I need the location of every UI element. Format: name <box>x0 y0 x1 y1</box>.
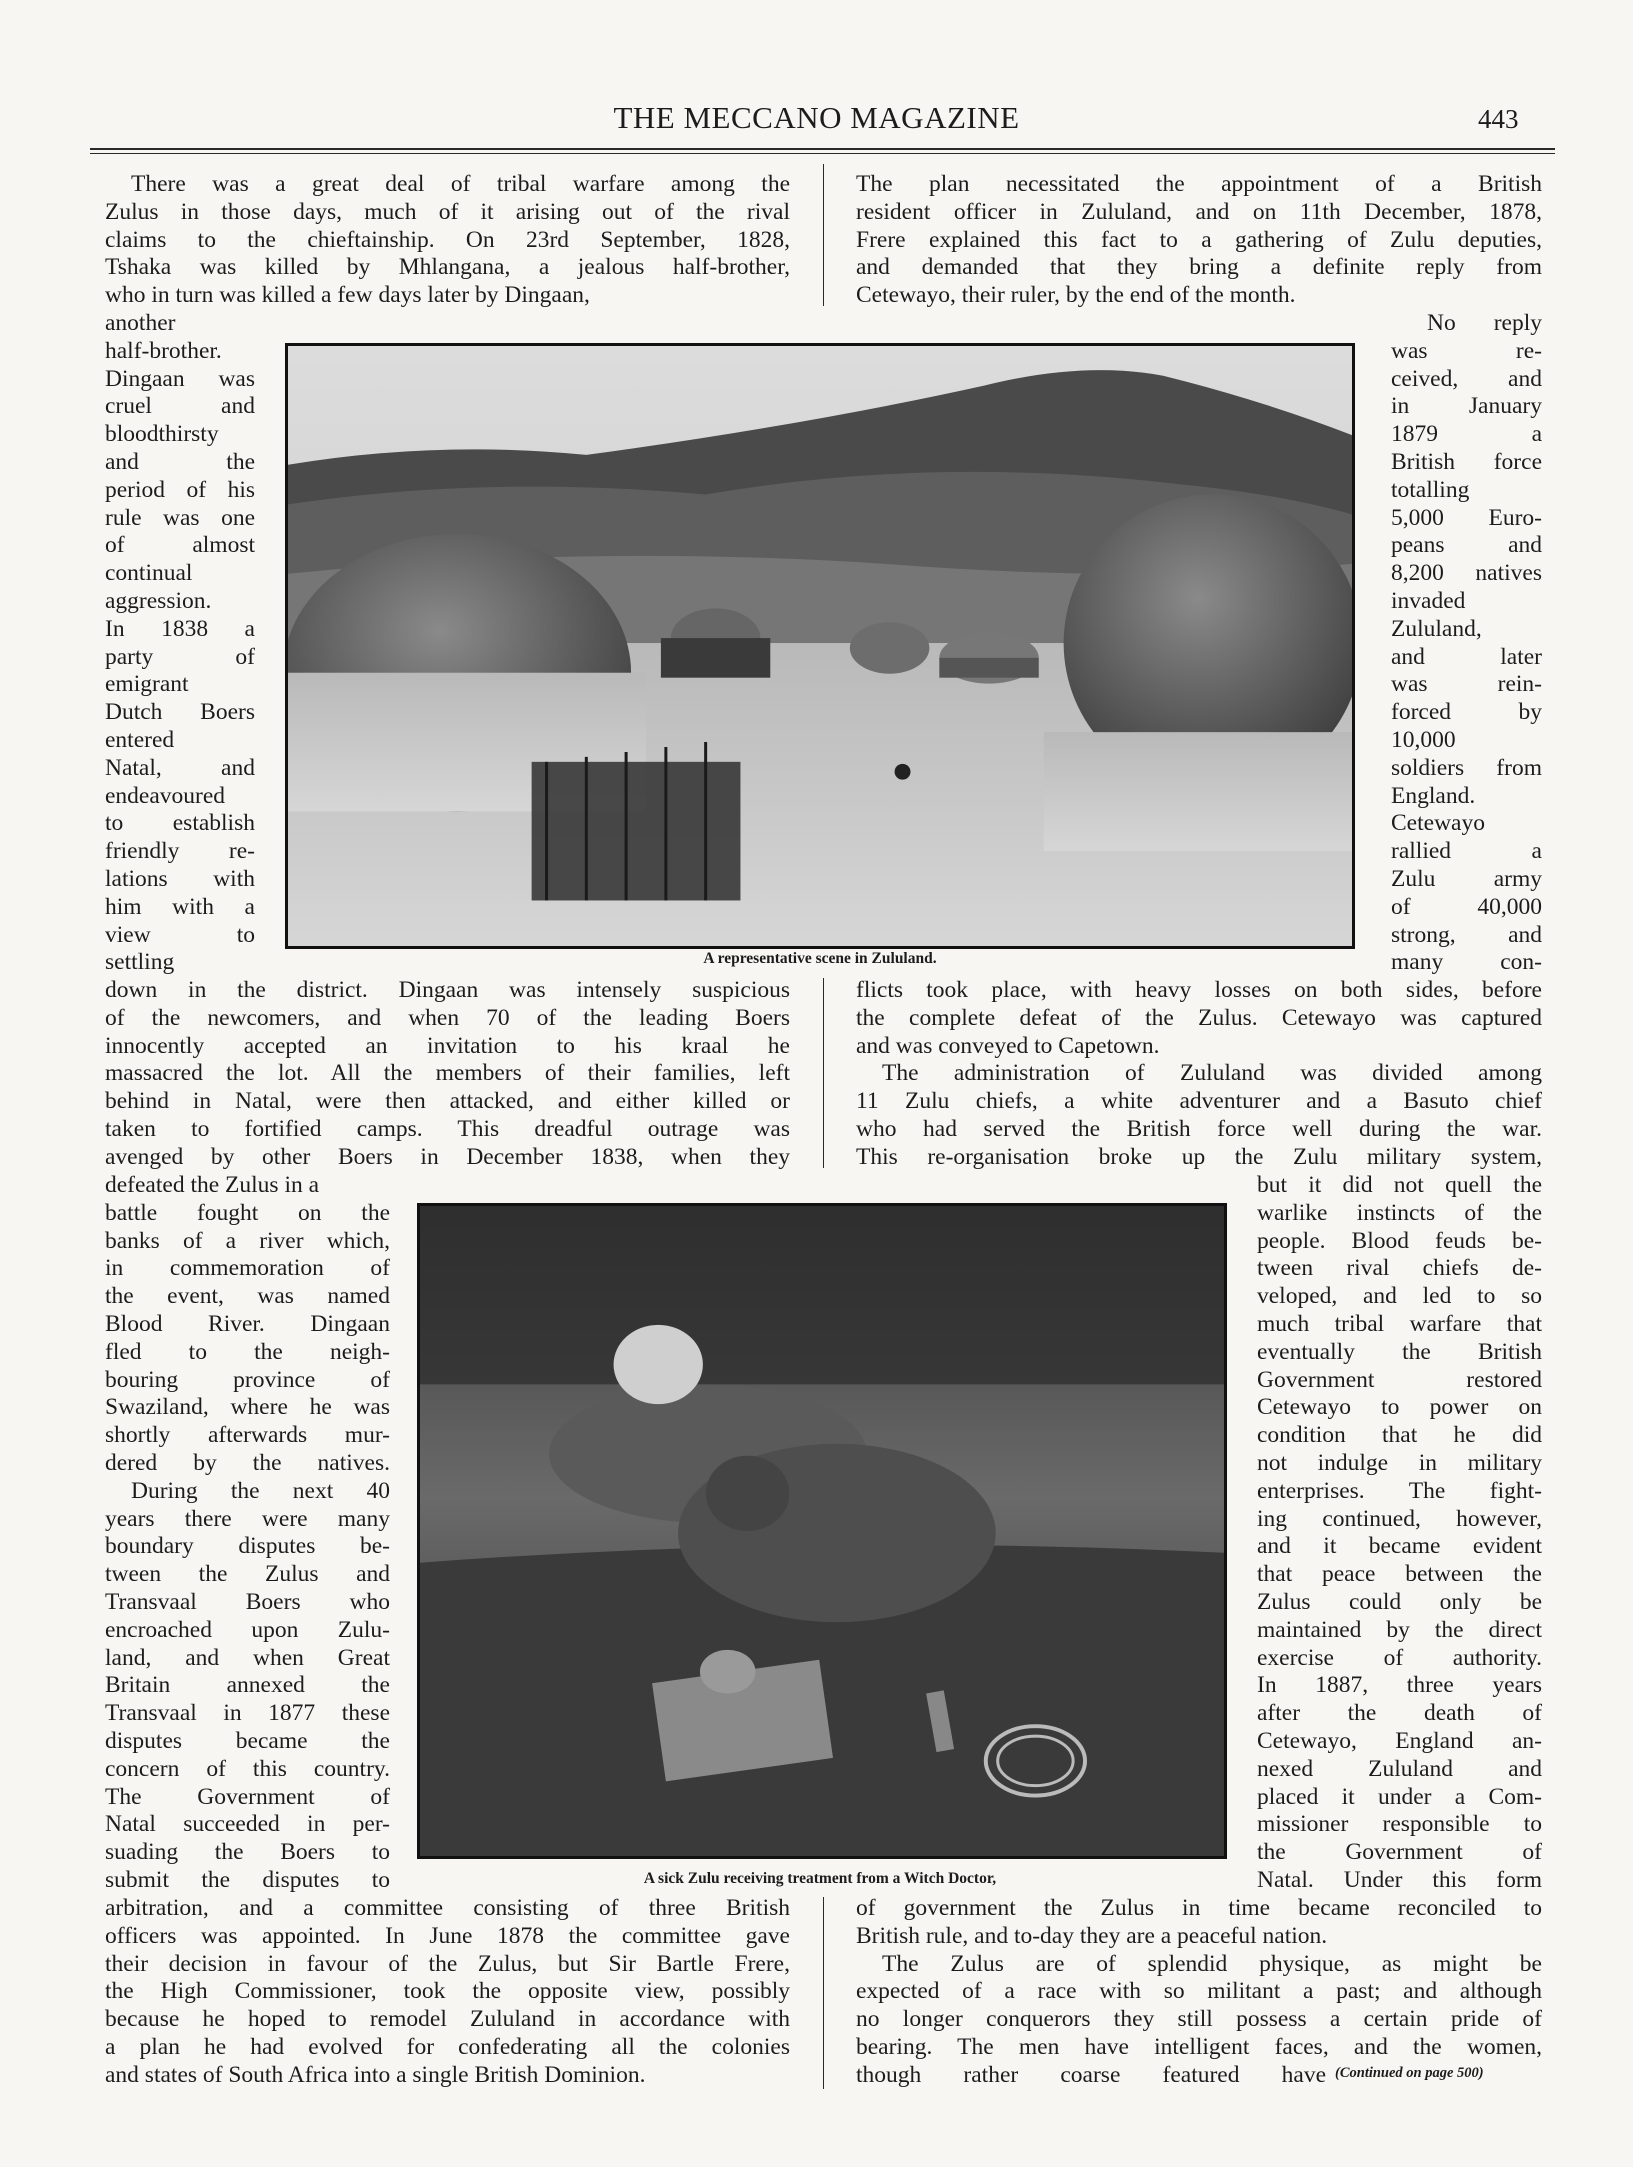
text-line-left-lower: in commemoration of <box>105 1255 390 1282</box>
text-line-left-top: Zulus in those days, much of it arising out of the rival <box>105 198 790 225</box>
text-line-right-lower: not indulge in military <box>1257 1450 1542 1476</box>
text-line-left-narrow: In 1838 a <box>105 615 255 642</box>
text-line-left-narrow: period of his <box>105 476 255 503</box>
text-line-left-middle: of the newcomers, and when 70 of the leading Boers <box>105 1004 790 1031</box>
text-line-left-lower: boundary disputes be- <box>105 1533 390 1560</box>
text-line-left-bottom: officers was appointed. In June 1878 the committee gave <box>105 1922 790 1949</box>
text-line-right-lower: ing continued, however, <box>1257 1505 1542 1532</box>
text-line-left-narrow: continual <box>105 560 193 587</box>
text-line-right-lower: the Government of <box>1257 1839 1542 1866</box>
magazine-title: THE MECCANO MAGAZINE <box>613 100 1020 135</box>
text-line-right-lower: missioner responsible to <box>1257 1811 1542 1838</box>
text-line-right-bottom: no longer conquerors they still possess a certain pride of <box>856 2006 1542 2033</box>
header-rule-top <box>90 148 1555 150</box>
text-line-right-narrow: strong, and <box>1391 921 1542 948</box>
text-line-right-bottom: expected of a race with so militant a past; and although <box>856 1978 1542 2005</box>
text-line-right-narrow: 1879 a <box>1391 421 1542 448</box>
text-line-left-narrow: half-brother. <box>105 337 222 364</box>
text-line-right-narrow: ceived, and <box>1391 365 1542 392</box>
text-line-left-lower: disputes became the <box>105 1728 390 1754</box>
text-line-left-middle: avenged by other Boers in December 1838, when they <box>105 1143 790 1170</box>
text-line-right-lower: nexed Zululand and <box>1257 1755 1542 1782</box>
text-line-right-lower: warlike instincts of the <box>1257 1199 1542 1226</box>
text-line-left-narrow: and the <box>105 449 255 475</box>
text-line-left-lower: tween the Zulus and <box>105 1561 390 1588</box>
text-line-right-top: resident officer in Zululand, and on 11th December, 1878, <box>856 198 1542 225</box>
header-rule-bottom <box>90 153 1555 154</box>
text-line-left-lower: submit the disputes to <box>105 1867 390 1893</box>
text-line-left-lower: Transvaal Boers who <box>105 1589 390 1615</box>
text-line-left-bottom: the High Commissioner, took the opposite view, possibly <box>105 1978 790 2005</box>
text-line-left-bottom: and states of South Africa into a single British Dominion. <box>105 2061 646 2088</box>
text-line-left-lower: Swaziland, where he was <box>105 1394 390 1421</box>
text-line-right-lower: eventually the British <box>1257 1338 1542 1365</box>
text-line-right-narrow: many con- <box>1391 949 1542 976</box>
text-line-left-narrow: Natal, and <box>105 754 255 781</box>
text-line-left-narrow: lations with <box>105 866 255 892</box>
column-divider-top <box>823 164 824 306</box>
text-line-right-bottom: though rather coarse featured have <box>856 2061 1326 2088</box>
text-line-right-narrow: soldiers from <box>1391 754 1542 781</box>
text-line-left-lower: years there were many <box>105 1505 390 1532</box>
text-line-left-lower: defeated the Zulus in a <box>105 1172 320 1198</box>
text-line-left-middle: behind in Natal, were then attacked, and either killed or <box>105 1088 790 1115</box>
text-line-left-narrow: settling <box>105 949 175 976</box>
text-line-right-lower: maintained by the direct <box>1257 1616 1542 1643</box>
text-line-left-lower: banks of a river which, <box>105 1227 390 1254</box>
text-line-left-narrow: him with a <box>105 893 255 920</box>
witch-doctor-image <box>420 1206 1224 1856</box>
text-line-left-narrow: endeavoured <box>105 782 226 809</box>
text-line-right-narrow: Zululand, <box>1391 615 1482 642</box>
text-line-left-bottom: their decision in favour of the Zulus, but Sir Bartle Frere, <box>105 1950 790 1977</box>
text-line-right-narrow: of 40,000 <box>1391 893 1542 920</box>
text-line-right-lower: and it became evident <box>1257 1533 1542 1560</box>
text-line-right-lower: Zulus could only be <box>1257 1589 1542 1615</box>
text-line-left-lower: concern of this country. <box>105 1755 390 1782</box>
text-line-right-narrow: England. <box>1391 782 1476 809</box>
text-line-left-narrow: bloodthirsty <box>105 421 219 448</box>
text-line-left-lower: The Government of <box>105 1783 390 1810</box>
text-line-right-top: The plan necessitated the appointment of a British <box>856 171 1542 197</box>
text-line-left-lower: land, and when Great <box>105 1644 390 1671</box>
text-line-right-bottom: of government the Zulus in time became reconciled to <box>856 1895 1542 1921</box>
text-line-left-top: There was a great deal of tribal warfare among the <box>131 171 790 197</box>
text-line-left-narrow: cruel and <box>105 393 255 420</box>
text-line-left-narrow: another <box>105 310 176 336</box>
text-line-left-narrow: of almost <box>105 532 255 559</box>
text-line-right-middle: who had served the British force well during the war. <box>856 1116 1542 1142</box>
text-line-right-lower: condition that he did <box>1257 1422 1542 1449</box>
text-line-right-narrow: and later <box>1391 643 1542 670</box>
text-line-right-lower: placed it under a Com- <box>1257 1783 1542 1810</box>
text-line-left-bottom: a plan he had evolved for confederating all the colonies <box>105 2034 790 2060</box>
text-line-right-lower: that peace between the <box>1257 1561 1542 1588</box>
text-line-left-bottom: because he hoped to remodel Zululand in accordance with <box>105 2006 790 2033</box>
column-divider-bottom <box>823 1897 824 2089</box>
photo-zululand-scene <box>285 343 1355 949</box>
text-line-left-narrow: rule was one <box>105 504 255 531</box>
text-line-right-lower: exercise of authority. <box>1257 1644 1542 1671</box>
continued-note: (Continued on page 500) <box>1335 2065 1484 2081</box>
text-line-left-lower: encroached upon Zulu- <box>105 1616 390 1643</box>
text-line-left-middle: taken to fortified camps. This dreadful outrage was <box>105 1116 790 1142</box>
text-line-left-narrow: aggression. <box>105 588 212 614</box>
text-line-left-middle: down in the district. Dingaan was intensely suspicious <box>105 977 790 1003</box>
text-line-left-lower: the event, was named <box>105 1283 390 1310</box>
text-line-right-bottom: The Zulus are of splendid physique, as might be <box>882 1950 1542 1977</box>
text-line-right-lower: Cetewayo, England an- <box>1257 1728 1542 1754</box>
text-line-left-lower: Britain annexed the <box>105 1672 390 1699</box>
text-line-left-lower: Blood River. Dingaan <box>105 1311 390 1337</box>
text-line-left-lower: battle fought on the <box>105 1199 390 1226</box>
text-line-right-narrow: invaded <box>1391 588 1466 614</box>
text-line-right-narrow: 10,000 <box>1391 727 1456 753</box>
text-line-right-narrow: in January <box>1391 393 1542 420</box>
text-line-right-lower: enterprises. The fight- <box>1257 1477 1542 1504</box>
text-line-left-narrow: Dingaan was <box>105 365 255 392</box>
text-line-right-lower: In 1887, three years <box>1257 1672 1542 1699</box>
text-line-right-narrow: No reply <box>1427 310 1542 336</box>
text-line-right-top: Cetewayo, their ruler, by the end of the month. <box>856 282 1296 309</box>
text-line-right-lower: after the death of <box>1257 1700 1542 1727</box>
text-line-left-narrow: emigrant <box>105 671 189 698</box>
text-line-left-top: claims to the chieftainship. On 23rd September, 1828, <box>105 226 790 253</box>
text-line-left-lower: dered by the natives. <box>105 1450 390 1476</box>
text-line-right-middle: flicts took place, with heavy losses on both sides, before <box>856 977 1542 1003</box>
text-line-left-narrow: party of <box>105 643 255 670</box>
text-line-right-lower: much tribal warfare that <box>1257 1311 1542 1337</box>
text-line-right-middle: This re-organisation broke up the Zulu military system, <box>856 1143 1542 1170</box>
text-line-right-narrow: peans and <box>1391 532 1542 559</box>
photo1-caption: A representative scene in Zululand. <box>703 950 937 967</box>
text-line-right-lower: Natal. Under this form <box>1257 1867 1542 1893</box>
text-line-left-narrow: view to <box>105 921 255 948</box>
text-line-right-narrow: rallied a <box>1391 838 1542 865</box>
text-line-right-top: and demanded that they bring a definite reply from <box>856 254 1542 281</box>
text-line-left-top: Tshaka was killed by Mhlangana, a jealous half-brother, <box>105 254 790 281</box>
text-line-right-narrow: totalling <box>1391 476 1470 503</box>
text-line-left-narrow: Dutch Boers <box>105 699 255 726</box>
text-line-left-top: who in turn was killed a few days later by Dingaan, <box>105 282 590 309</box>
text-line-right-lower: but it did not quell the <box>1257 1172 1542 1198</box>
column-divider-middle <box>823 978 824 1168</box>
photo2-caption: A sick Zulu receiving treatment from a Witch Doctor, <box>643 1870 997 1887</box>
text-line-right-narrow: was re- <box>1391 337 1542 364</box>
kraal-huts-image <box>288 346 1352 946</box>
page-number: 443 <box>1478 104 1519 134</box>
text-line-right-narrow: Cetewayo <box>1391 810 1485 837</box>
text-line-right-lower: tween rival chiefs de- <box>1257 1255 1542 1282</box>
text-line-right-top: Frere explained this fact to a gathering of Zulu deputies, <box>856 226 1542 253</box>
text-line-right-narrow: was rein- <box>1391 671 1542 698</box>
text-line-left-middle: innocently accepted an invitation to his kraal he <box>105 1032 790 1059</box>
text-line-left-bottom: arbitration, and a committee consisting of three British <box>105 1895 790 1921</box>
photo-witch-doctor <box>417 1203 1227 1859</box>
text-line-left-lower: shortly afterwards mur- <box>105 1422 390 1449</box>
text-line-right-middle: the complete defeat of the Zulus. Cetewayo was captured <box>856 1004 1542 1031</box>
text-line-left-narrow: friendly re- <box>105 838 255 865</box>
text-line-right-narrow: British force <box>1391 449 1542 475</box>
text-line-right-middle: The administration of Zululand was divided among <box>882 1060 1542 1087</box>
text-line-right-middle: 11 Zulu chiefs, a white adventurer and a Basuto chief <box>856 1088 1542 1115</box>
text-line-left-middle: massacred the lot. All the members of their families, left <box>105 1060 790 1087</box>
text-line-left-lower: Natal succeeded in per- <box>105 1811 390 1838</box>
text-line-left-lower: fled to the neigh- <box>105 1338 390 1365</box>
text-line-left-narrow: to establish <box>105 810 255 837</box>
text-line-right-lower: Cetewayo to power on <box>1257 1394 1542 1421</box>
text-line-right-bottom: bearing. The men have intelligent faces, and the women, <box>856 2034 1542 2060</box>
text-line-right-lower: veloped, and led to so <box>1257 1283 1542 1310</box>
text-line-left-lower: suading the Boers to <box>105 1839 390 1866</box>
text-line-right-narrow: 8,200 natives <box>1391 560 1542 587</box>
text-line-right-narrow: Zulu army <box>1391 866 1542 892</box>
text-line-left-lower: During the next 40 <box>131 1477 390 1504</box>
text-line-right-lower: Government restored <box>1257 1366 1542 1393</box>
text-line-right-narrow: forced by <box>1391 699 1542 726</box>
text-line-right-narrow: 5,000 Euro- <box>1391 504 1542 531</box>
text-line-left-narrow: entered <box>105 727 175 753</box>
text-line-left-lower: bouring province of <box>105 1366 390 1393</box>
text-line-right-middle: and was conveyed to Capetown. <box>856 1032 1160 1059</box>
text-line-right-bottom: British rule, and to-day they are a peaceful nation. <box>856 1922 1328 1949</box>
text-line-right-lower: people. Blood feuds be- <box>1257 1227 1542 1254</box>
text-line-left-lower: Transvaal in 1877 these <box>105 1700 390 1727</box>
